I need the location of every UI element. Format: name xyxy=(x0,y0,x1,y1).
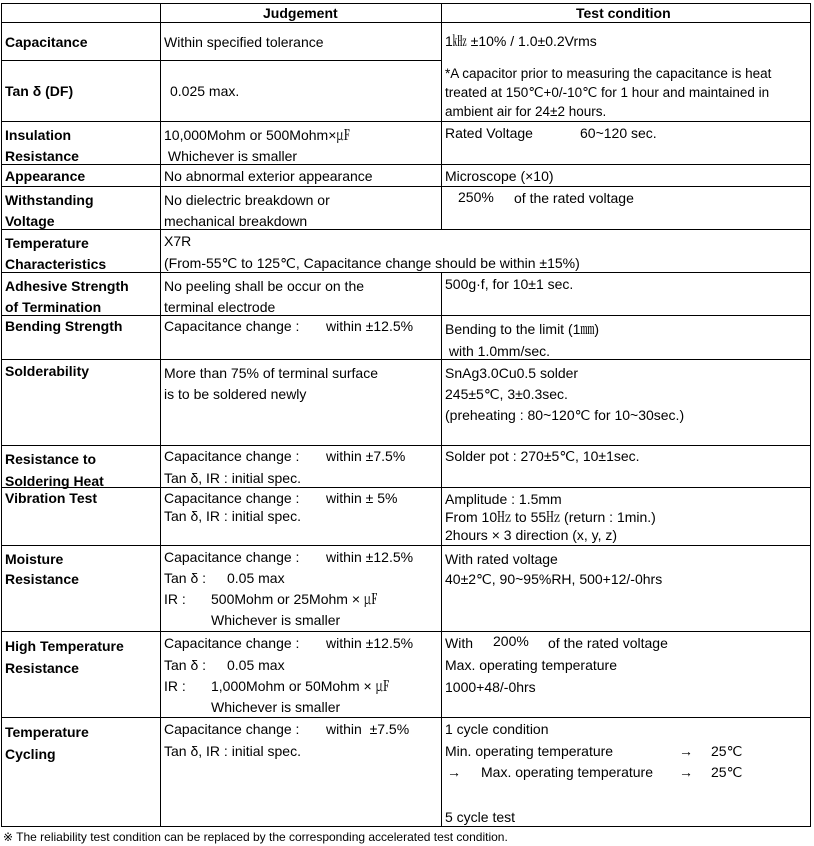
header-judgement: Judgement xyxy=(263,5,338,21)
judgement-high-temp-label: Capacitance change : xyxy=(164,635,300,651)
condition-min-temp-value: 25℃ xyxy=(711,743,743,759)
item-temp-char-l2: Characteristics xyxy=(5,256,107,272)
condition-max-temp-label: Max. operating temperature xyxy=(481,764,653,780)
condition-solderability-l2: 245±5℃, 3±0.3sec. xyxy=(445,386,568,402)
condition-solderability-l3: (preheating : 80~120℃ for 10~30sec.) xyxy=(445,407,685,423)
item-high-temp-l2: Resistance xyxy=(5,660,79,676)
item-vibration: Vibration Test xyxy=(5,490,98,506)
judgement-appearance: No abnormal exterior appearance xyxy=(164,168,373,184)
condition-heat-treatment xyxy=(445,64,771,121)
item-adhesive-l2: of Termination xyxy=(5,299,102,315)
condition-solderability-l1: SnAg3.0Cu0.5 solder xyxy=(445,365,579,381)
item-capacitance: Capacitance xyxy=(5,34,88,50)
condition-adhesive: 500g·f, for 10±1 sec. xyxy=(445,276,574,292)
condition-withstanding-text: of the rated voltage xyxy=(514,190,634,206)
item-temp-cycling-l2: Cycling xyxy=(5,746,56,762)
judgement-solderability xyxy=(164,363,378,405)
condition-capacitance: 1㎑ ±10% / 1.0±0.2Vrms xyxy=(445,33,597,49)
judgement-vibration-label: Capacitance change : xyxy=(164,490,300,506)
item-insulation xyxy=(5,125,79,167)
judgement-adhesive xyxy=(164,276,364,318)
judgement-insulation xyxy=(164,125,350,167)
judgement-tan-delta: 0.025 max. xyxy=(170,83,240,99)
arrow-icon: → xyxy=(679,743,693,759)
item-temp-cycling xyxy=(5,721,89,765)
item-bending: Bending Strength xyxy=(5,318,123,334)
judgement-bending-value: within ±12.5% xyxy=(326,318,414,334)
condition-cycle-title: 1 cycle condition xyxy=(445,721,549,737)
judgement-insulation-l2: Whichever is smaller xyxy=(167,148,298,164)
condition-vibration xyxy=(445,490,656,544)
judgement-temp-cycling-l2: Tan δ, IR : initial spec. xyxy=(164,743,301,759)
condition-bending-l2: with 1.0mm/sec. xyxy=(448,343,551,359)
judgement-solder-heat-value: within ±7.5% xyxy=(326,448,406,464)
judgement-withstanding-l2: mechanical breakdown xyxy=(164,213,308,229)
heat-line-2: treated at 150℃+0/-10℃ for 1 hour and maintained in xyxy=(445,85,770,100)
judgement-adhesive-l2: terminal electrode xyxy=(164,299,276,315)
high-temp-ir-l2: Whichever is smaller xyxy=(211,699,341,715)
judgement-temp-cycling-value: within ±7.5% xyxy=(326,721,410,737)
condition-appearance: Microscope (×10) xyxy=(445,168,554,184)
item-insulation-l2: Resistance xyxy=(5,148,79,164)
header-test-condition: Test condition xyxy=(576,5,671,21)
temp-char-range: (From-55℃ to 125℃, Capacitance change should be within ±15%) xyxy=(164,255,580,271)
high-temp-ir-value: 1,000Mohm or 50Mohm × ㎌ xyxy=(211,678,390,694)
condition-insulation-label: Rated Voltage xyxy=(445,125,533,141)
item-solder-heat xyxy=(5,448,104,492)
condition-high-temp-l2: Max. operating temperature xyxy=(445,657,617,673)
arrow-icon: → xyxy=(679,764,693,780)
judgement-moisture-label: Capacitance change : xyxy=(164,549,300,565)
condition-insulation-value: 60~120 sec. xyxy=(580,125,657,141)
judgement-solder-heat-l2: Tan δ, IR : initial spec. xyxy=(164,470,301,486)
judgement-temp-cycling-label: Capacitance change : xyxy=(164,721,300,737)
condition-high-temp-with: With xyxy=(445,635,473,651)
condition-high-temp-l3: 1000+48/-0hrs xyxy=(445,679,536,695)
item-moisture-l1: Moisture xyxy=(5,551,64,567)
footnote: ※ The reliability test condition can be replaced by the corresponding accelerated test condition. xyxy=(3,830,508,844)
item-moisture xyxy=(5,549,79,589)
condition-moisture-l2: 40±2℃, 90~95%RH, 500+12/-0hrs xyxy=(445,571,663,587)
moisture-ir-label: IR : xyxy=(164,591,186,607)
item-withstanding-l1: Withstanding xyxy=(5,192,94,208)
item-solderability: Solderability xyxy=(5,363,90,379)
item-high-temp xyxy=(5,635,124,679)
item-tan-delta: Tan δ (DF) xyxy=(5,83,74,99)
judgement-solder-heat-label: Capacitance change : xyxy=(164,448,300,464)
item-adhesive xyxy=(5,276,129,318)
heat-line-1: *A capacitor prior to measuring the capacitance is heat xyxy=(445,66,772,81)
condition-cycle-count: 5 cycle test xyxy=(445,809,516,825)
item-temp-cycling-l1: Temperature xyxy=(5,724,89,740)
condition-solderability xyxy=(445,363,684,426)
moisture-tan-label: Tan δ : xyxy=(164,570,207,586)
condition-moisture-l1: With rated voltage xyxy=(445,551,558,567)
condition-vibration-l3: 2hours × 3 direction (x, y, z) xyxy=(445,527,618,543)
judgement-capacitance: Within specified tolerance xyxy=(164,34,324,50)
condition-high-temp-text: of the rated voltage xyxy=(548,635,668,651)
judgement-withstanding xyxy=(164,190,330,232)
moisture-ir-l2: Whichever is smaller xyxy=(211,612,341,628)
judgement-high-temp-value: within ±12.5% xyxy=(326,635,414,651)
judgement-bending-label: Capacitance change : xyxy=(164,318,300,334)
high-temp-tan-label: Tan δ : xyxy=(164,657,207,673)
item-withstanding xyxy=(5,190,94,232)
condition-vibration-l1: Amplitude : 1.5mm xyxy=(445,491,562,507)
judgement-vibration-value: within ± 5% xyxy=(326,490,398,506)
item-temp-char xyxy=(5,233,106,275)
condition-max-temp-value: 25℃ xyxy=(711,764,743,780)
condition-solder-heat: Solder pot : 270±5℃, 10±1sec. xyxy=(445,448,640,464)
condition-high-temp-pct: 200% xyxy=(493,633,529,649)
condition-min-temp-label: Min. operating temperature xyxy=(445,743,614,759)
item-insulation-l1: Insulation xyxy=(5,127,72,143)
moisture-ir-value: 500Mohm or 25Mohm × ㎌ xyxy=(211,591,378,607)
high-temp-ir-label: IR : xyxy=(164,678,186,694)
item-high-temp-l1: High Temperature xyxy=(5,638,124,654)
judgement-solderability-l1: More than 75% of terminal surface xyxy=(164,365,378,381)
item-withstanding-l2: Voltage xyxy=(5,213,55,229)
condition-vibration-l2: From 10㎐ to 55㎐ (return : 1min.) xyxy=(445,509,656,525)
heat-line-3: ambient air for 24±2 hours. xyxy=(445,104,607,119)
item-adhesive-l1: Adhesive Strength xyxy=(5,278,129,294)
judgement-adhesive-l1: No peeling shall be occur on the xyxy=(164,278,365,294)
temp-char-class: X7R xyxy=(164,233,192,249)
judgement-moisture-value: within ±12.5% xyxy=(326,549,414,565)
item-temp-char-l1: Temperature xyxy=(5,235,89,251)
item-appearance: Appearance xyxy=(5,168,86,184)
judgement-withstanding-l1: No dielectric breakdown or xyxy=(164,192,330,208)
item-moisture-l2: Resistance xyxy=(5,571,79,587)
condition-moisture xyxy=(445,549,662,589)
condition-bending-l1: Bending to the limit (1㎜) xyxy=(445,321,600,337)
judgement-insulation-l1: 10,000Mohm or 500Mohm×㎌ xyxy=(164,127,351,143)
condition-bending xyxy=(445,318,599,362)
item-solder-heat-l2: Soldering Heat xyxy=(5,473,104,489)
high-temp-tan-value: 0.05 max xyxy=(227,657,285,673)
item-solder-heat-l1: Resistance to xyxy=(5,451,97,467)
moisture-tan-value: 0.05 max xyxy=(227,570,285,586)
judgement-vibration-l2: Tan δ, IR : initial spec. xyxy=(164,508,301,524)
condition-withstanding-pct: 250% xyxy=(458,189,494,205)
judgement-solderability-l2: is to be soldered newly xyxy=(164,386,307,402)
arrow-icon: → xyxy=(447,764,461,780)
